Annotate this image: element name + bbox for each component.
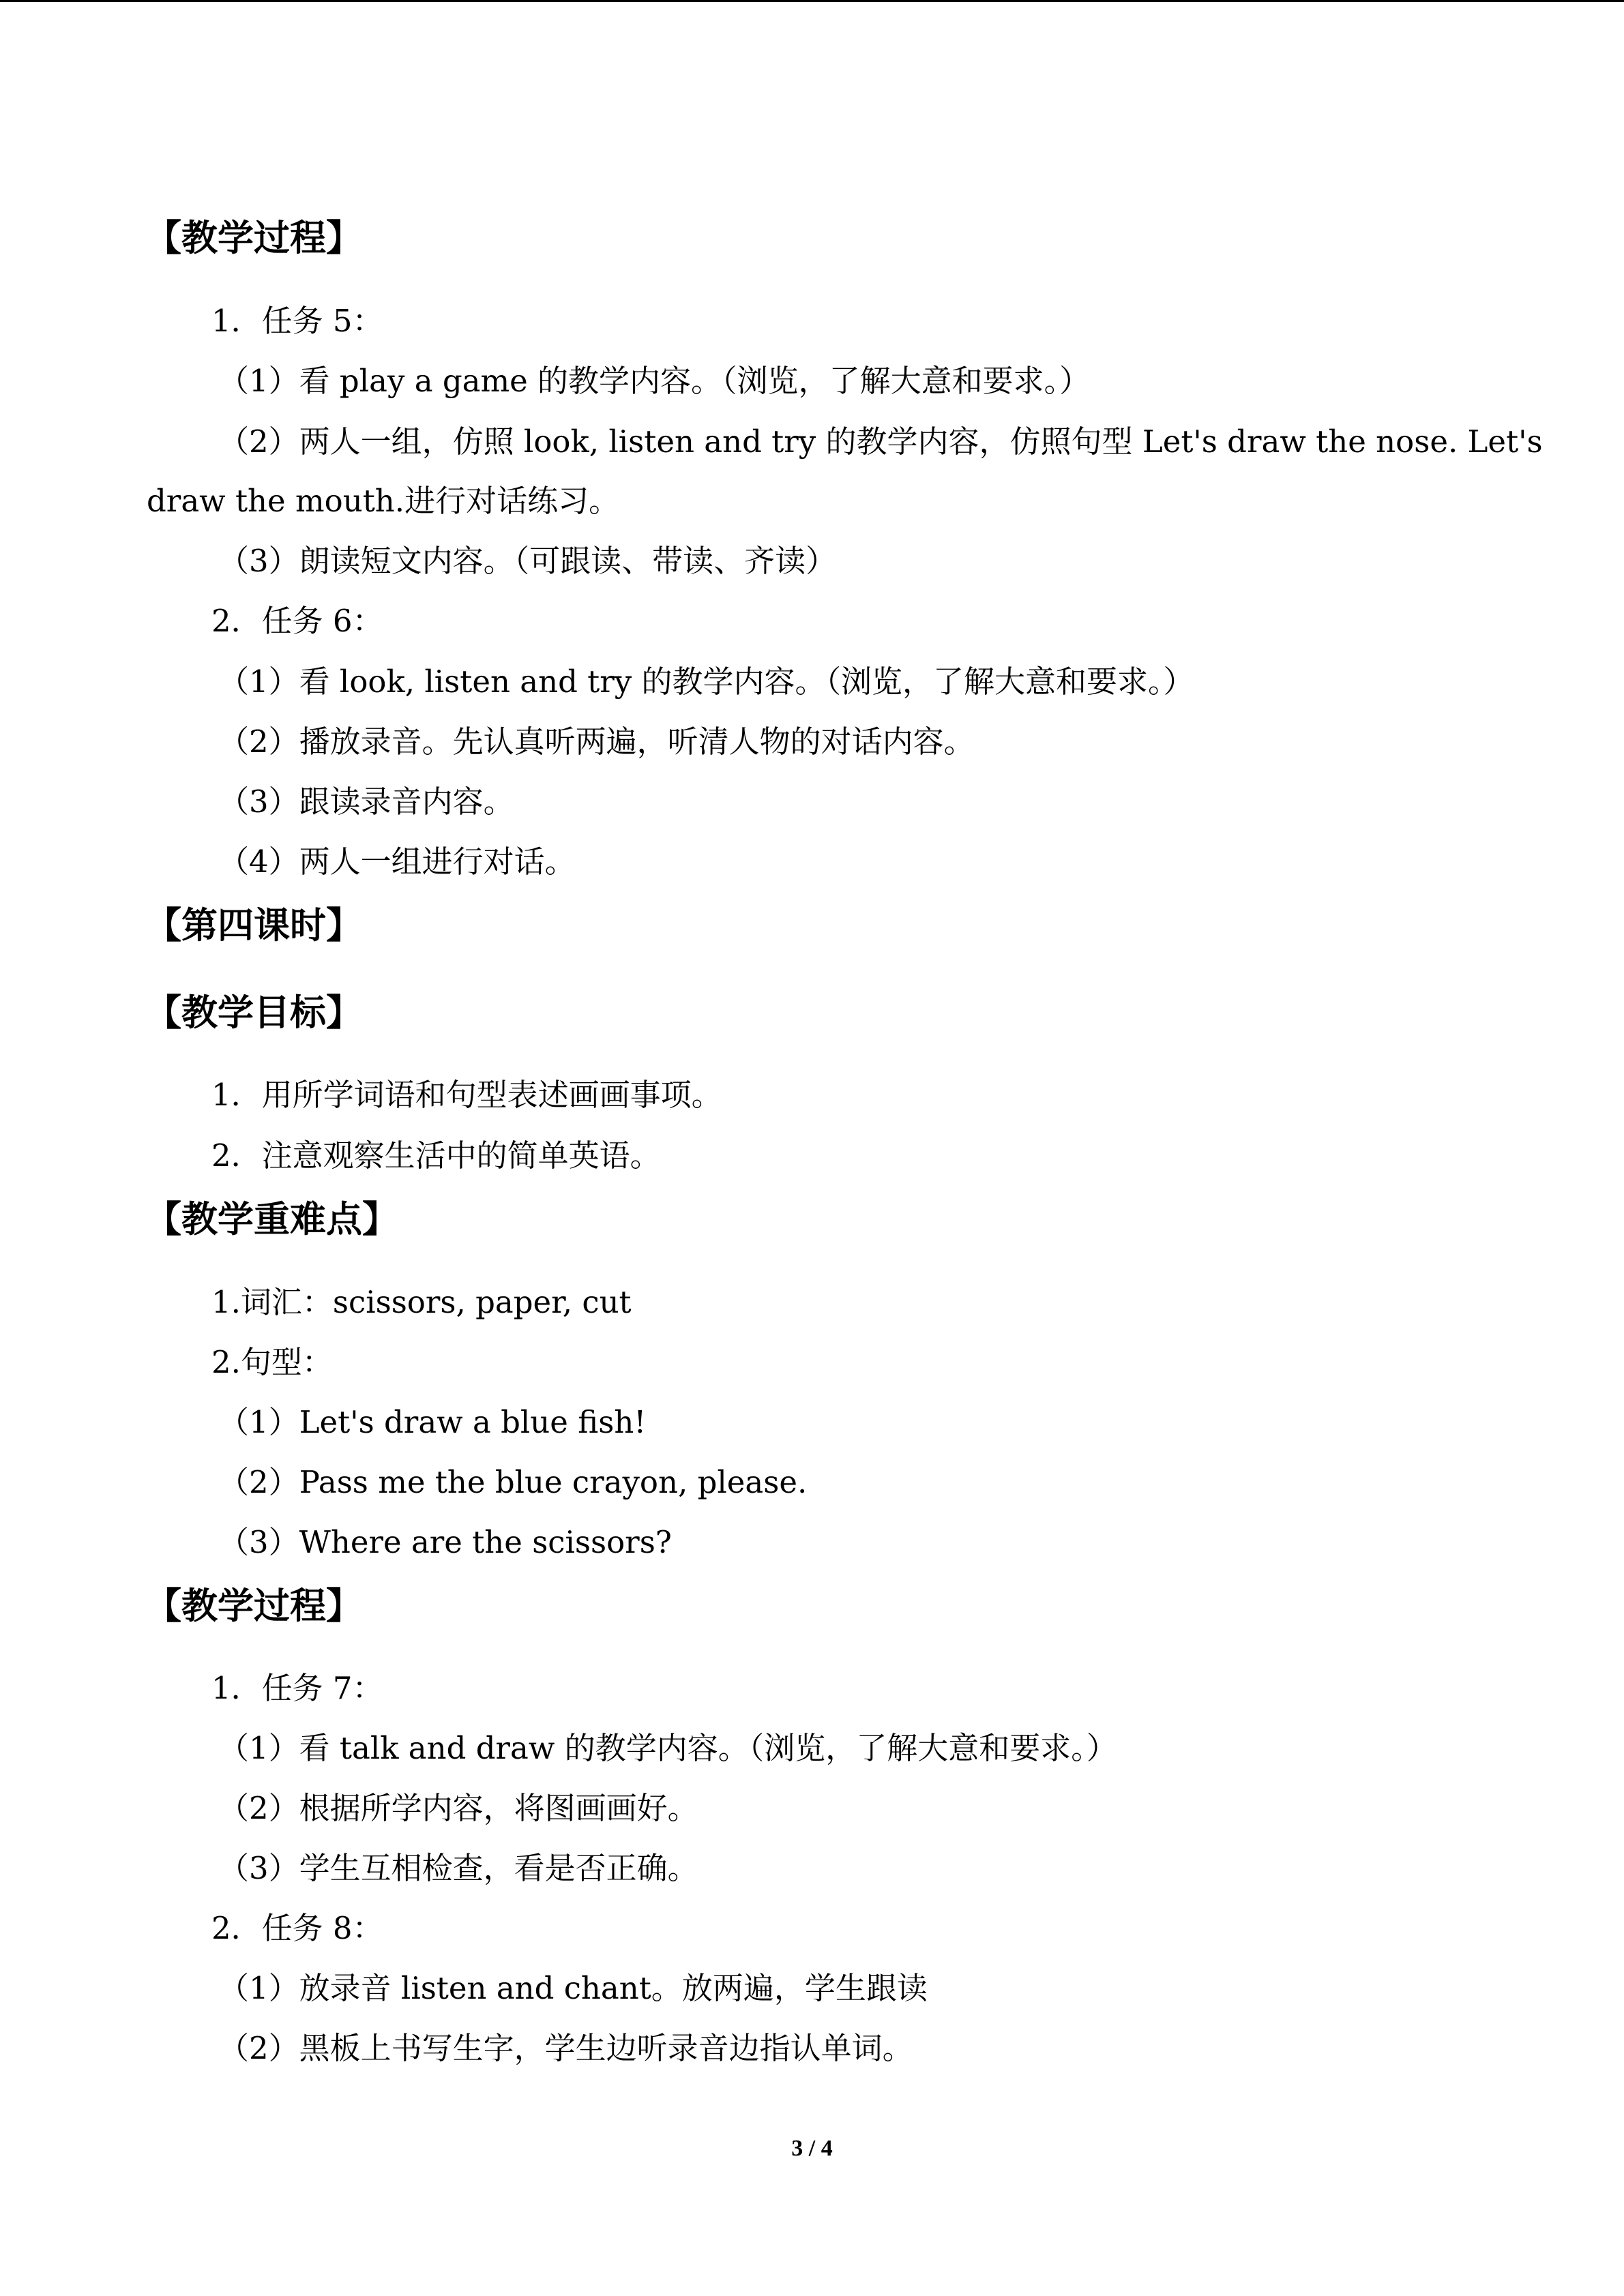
section-heading-fourth-lesson: 【第四课时】 <box>145 905 362 946</box>
task-7-step-2: （2）根据所学内容，将图画画好。 <box>218 1790 698 1826</box>
task-6-step-2: （2）播放录音。先认真听两遍，听清人物的对话内容。 <box>218 724 975 760</box>
task-7-step-1: （1）看 talk and draw 的教学内容。（浏览，了解大意和要求。） <box>218 1730 1117 1766</box>
task-8-step-2: （2）黑板上书写生字，学生边听录音边指认单词。 <box>218 2030 913 2066</box>
section-heading-key-points: 【教学重难点】 <box>145 1199 398 1240</box>
goal-2: 2．注意观察生活中的简单英语。 <box>211 1137 661 1174</box>
sentence-3: （3）Where are the scissors? <box>218 1524 672 1560</box>
task-5-step-1: （1）看 play a game 的教学内容。（浏览，了解大意和要求。） <box>218 363 1091 399</box>
task-5-step-2-continued: draw the mouth.进行对话练习。 <box>147 483 620 519</box>
task-8-title: 2．任务 8： <box>211 1910 383 1946</box>
goal-1: 1．用所学词语和句型表述画画事项。 <box>211 1077 722 1113</box>
task-6-title: 2．任务 6： <box>211 603 383 639</box>
section-heading-teaching-process: 【教学过程】 <box>145 218 362 259</box>
task-8-step-1: （1）放录音 listen and chant。放两遍，学生跟读 <box>218 1970 928 2006</box>
page-number: 3 / 4 <box>791 2136 833 2161</box>
section-heading-teaching-process-2: 【教学过程】 <box>145 1585 362 1627</box>
section-heading-teaching-goals: 【教学目标】 <box>145 992 362 1034</box>
task-5-step-2: （2）两人一组，仿照 look, listen and try 的教学内容，仿照句型 Let's draw the nose. Let's <box>218 423 1543 460</box>
task-6-step-1: （1）看 look, listen and try 的教学内容。（浏览，了解大意和要求。） <box>218 664 1194 700</box>
task-6-step-4: （4）两人一组进行对话。 <box>218 844 576 880</box>
sentence-2: （2）Pass me the blue crayon, please. <box>218 1464 808 1500</box>
key-point-vocabulary: 1.词汇：scissors, paper, cut <box>211 1284 632 1320</box>
task-5-title: 1．任务 5： <box>211 303 383 339</box>
sentence-1: （1）Let's draw a blue fish! <box>218 1404 647 1440</box>
key-point-sentences-title: 2.句型： <box>211 1344 333 1380</box>
task-5-step-3: （3）朗读短文内容。（可跟读、带读、齐读） <box>218 543 837 579</box>
task-6-step-3: （3）跟读录音内容。 <box>218 784 514 820</box>
task-7-title: 1．任务 7： <box>211 1670 383 1706</box>
task-7-step-3: （3）学生互相检查，看是否正确。 <box>218 1850 698 1886</box>
